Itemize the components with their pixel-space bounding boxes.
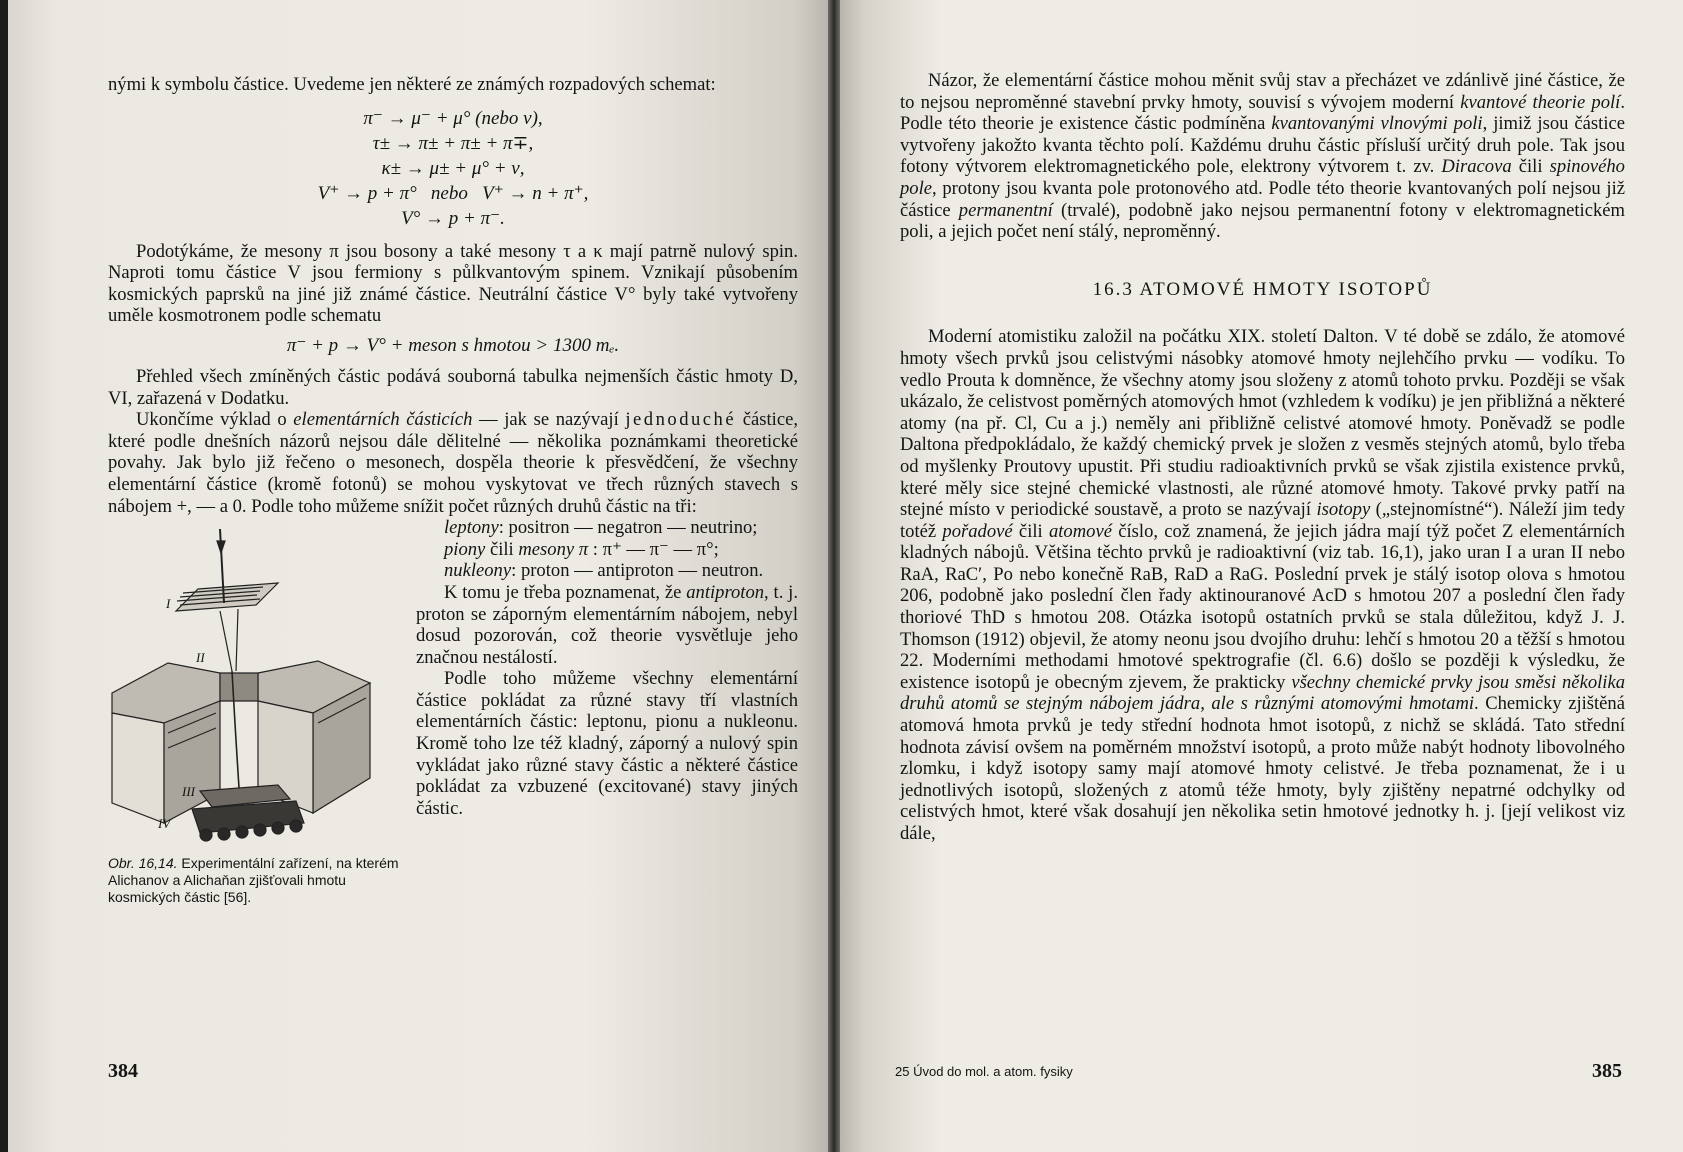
figure-label: I <box>166 596 171 612</box>
decay-equations <box>108 106 798 231</box>
equation-line: V⁺ → p + π° nebo V⁺ → n + π⁺, <box>317 182 589 204</box>
list-nukleony: nukleony: proton — antiproton — neutron. <box>444 560 764 582</box>
equation-line: τ± → π± + π± + π∓, <box>372 132 534 154</box>
paragraph: Ukončíme výklad o elementárních částicích — jak se nazývají jednoduché částice, které podle dnešních názorů nejsou dále dělitelné — několika poznámkami theoretické povahy. Jak bylo již řečeno o mesonech, dospěla theorie k přesvědčení, že všechny elementární částice (kromě fotonů) se mohou vyskytovat ve třech různých stavech s nábojem +, — a 0. Podle toho můžeme snížit počet různých druhů částic na tři: <box>108 409 798 517</box>
apparatus-drawing <box>108 523 398 853</box>
section-heading: 16.3 ATOMOVÉ HMOTY ISOTOPŮ <box>1092 278 1433 300</box>
book-gutter <box>828 0 840 1152</box>
figure-label: IV <box>158 816 171 832</box>
page-number: 384 <box>108 1060 138 1082</box>
list-piony: piony čili mesony π : π⁺ — π⁻ — π°; <box>444 538 719 560</box>
right-page <box>840 0 1683 1152</box>
right-page-text <box>900 70 1625 845</box>
equation-line: κ± → μ± + μ° + ν, <box>381 157 525 179</box>
figure-caption-label: Obr. 16,14. <box>108 855 178 872</box>
paragraph: Podle toho můžeme všechny elementární částice pokládat za různé stavy tří vlastních elementárních částic: leptonu, pionu a nukleonu. Kromě toho lze též kladný, záporný a nulový spin vykládat jako různé stavy částic a některé částice pokládat za vzbuzené (excitované) stavy jiných částic. <box>416 668 798 819</box>
left-page <box>8 0 828 1152</box>
paragraph: Podotýkáme, že mesony π jsou bosony a také mesony τ a κ mají patrně nulový spin. Naproti tomu částice V jsou fermiony s půlkvantovým spinem. Vznikají působením kosmických paprsků na jiné již známé částice. Neutrální částice V° byly také vytvořeny uměle kosmotronem podle schematu <box>108 240 798 327</box>
intro-text: nými k symbolu částice. Uvedeme jen některé ze známých rozpadových schemat: <box>108 74 716 95</box>
paragraph: K tomu je třeba poznamenat, že antiproton, t. j. proton se záporným elementárním nábojem, nebyl dosud pozorován, což theorie vysvětluje jeho značnou nestálostí. <box>416 581 798 668</box>
left-page-text <box>108 74 798 933</box>
figure-label: II <box>196 650 205 666</box>
text-with-figure <box>108 409 798 906</box>
paragraph: Názor, že elementární částice mohou měnit svůj stav a přecházet ve zdánlivě jiné částice, že to nejsou neproměnné stavební prvky hmoty, souvisí s vývojem moderní kvantové theorie polí. Podle této theorie je existence částic podmíněna kvantovanými vlnovými poli, jimiž jsou částice vytvořeny jakožto kvanta těchto polí. Každému druhu částic přísluší určitý druh pole. Tak jsou fotony výtvorem elektromagnetického pole, elektrony výtvorem t. zv. Diracova čili spinového pole, protony jsou kvanta pole protonového atd. Podle této theorie kvantovaných polí nejsou již částice permanentní (trvalé), podobně jako nejsou permanentní fotony v elektromagnetickém poli, a jejich počet není stálý, neproměnný. <box>900 70 1625 243</box>
experimental-apparatus-figure <box>108 523 398 933</box>
paragraph: Přehled všech zmíněných částic podává souborná tabulka nejmenších částic hmoty D, VI, zařazená v Dodatku. <box>108 365 798 409</box>
figure-caption-text: Experimentální zařízení, na kterém Alichanov a Alichaňan zjišťovali hmotu kosmických částic [56]. <box>108 855 399 906</box>
figure-label: III <box>182 784 195 800</box>
page-number: 385 <box>1592 1060 1622 1082</box>
figure-caption <box>108 855 400 906</box>
equation-line: π⁻ → μ⁻ + μ° (nebo ν), <box>363 107 543 129</box>
page-footer: 25 Úvod do mol. a atom. fysiky <box>895 1064 1073 1079</box>
list-leptony: leptony: positron — negatron — neutrino; <box>444 517 758 539</box>
equation-line: π⁻ + p → V° + meson s hmotou > 1300 mₑ. <box>286 334 620 356</box>
paragraph: Moderní atomistiku založil na počátku XIX. století Dalton. V té době se zdálo, že atomové hmoty všech prvků jsou celistvými násobky atomové hmoty nejlehčího prvku — vodíku. To vedlo Prouta k domněnce, že všechny atomy jsou složeny z atomů tohoto prvku. Později se však ukázalo, že celistvost poměrných atomových hmot (vzhledem k vodíku) je jen přibližná a některé atomy (na př. Cl, Cu a j.) neměly ani přibližně celistvé atomové hmoty. Poněvadž se podle Daltona předpokládalo, že každý chemický prvek je složen z vesměs stejných atomů, bylo třeba od myšlenky Proutovy upustit. Při studiu radioaktivních prvků se však zjistila existence prvků, které měly sice stejné chemické vlastnosti, ale různé atomové hmoty. Takové prvky patří na stejné místo v periodické soustavě, a proto se nazývají isotopy („stejnomístné“). Náleží jim tedy totéž pořadové čili atomové číslo, což znamená, že jejich jádra mají týž počet Z elementárních kladných nábojů. Většina těchto prvků je radioaktivní (viz tab. 16,1), jako uran I a uran II nebo RaA, RaC′, Po nebo konečně RaB, RaD a RaG. Poslední prvek je stálý isotop olova s hmotou 206, podobně jako poslední člen řady aktinouranové AcD s hmotou 207 a poslední člen řady thoriové ThD s hmotou 208. Otázka isotopů ostatních prvků se stala důležitou, když J. J. Thomson (1912) objevil, že atomy neonu jsou dvojího druhu: lehčí s hmotou 20 a těžší s hmotou 22. Moderními methodami hmotové spektrografie (čl. 6.6) došlo se později k výsledku, že existence isotopů je obecným zjevem, že prakticky všechny chemické prvky jsou směsi několika druhů atomů se stejným nábojem jádra, ale s různými atomovými hmotami. Chemicky zjištěná atomová hmota prvků je tedy střední hodnota hmot isotopů, z nichž se skládá. Tato střední hodnota závisí ovšem na poměrném množství isotopů, a proto může nabýt hodnoty libovolného zlomku, i když isotopy samy mají atomové hmoty celistvé. Je třeba poznamenat, že i u jednotlivých isotopů, složených z atomů téže hmoty, byly zjištěny nepatrné odchylky od celistvých hmot, které však dosahují jen několika setin hmotové jednotky h. j. [její velikost viz dále, <box>900 326 1625 844</box>
equation-line: V° → p + π⁻. <box>401 207 505 229</box>
